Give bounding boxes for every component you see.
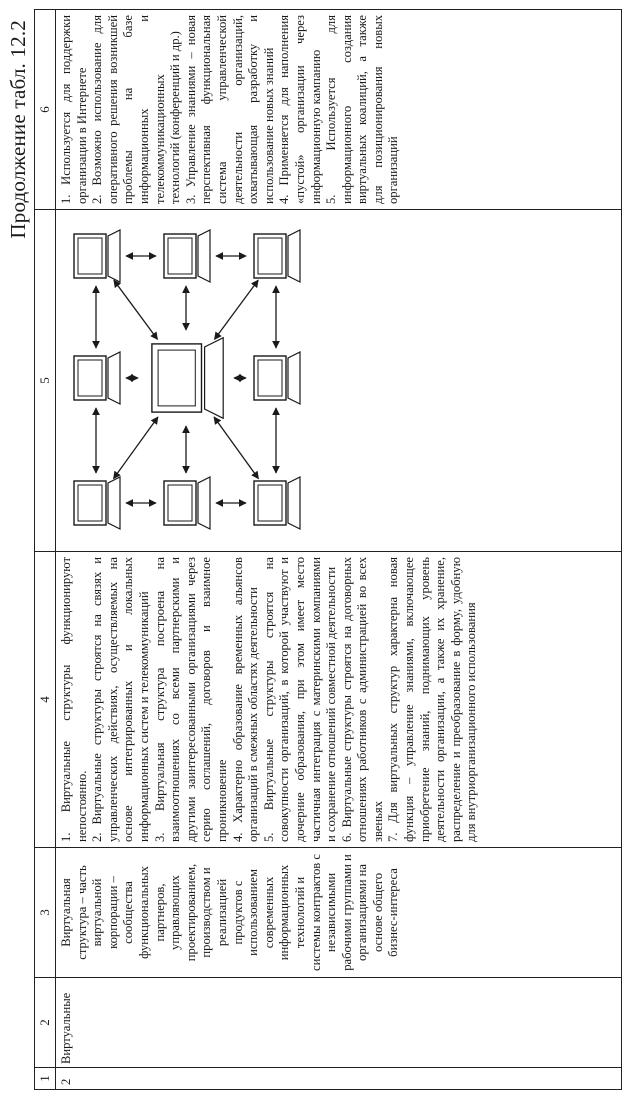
- screen-icon: [78, 361, 102, 397]
- keyboard-icon: [198, 478, 210, 530]
- keyboard-icon: [205, 338, 224, 419]
- link-arrow: [114, 281, 158, 340]
- feature-item: 1. Виртуальные структуры функционируют непостоянно.: [59, 557, 89, 842]
- link-arrow: [214, 281, 258, 340]
- keyboard-icon: [108, 353, 120, 405]
- feature-item: 6. Виртуальные структуры строятся на договорных отношениях работников с администрацией во всех звеньях: [339, 557, 385, 842]
- network-diagram: [56, 213, 316, 549]
- structure-type: Виртуальные: [59, 992, 73, 1064]
- application-item: 3. Управление знаниями – новая перспективная функциональная система управленческой деятельности организаций, охватывающая разработку и использование новых знаний: [183, 15, 276, 204]
- computer-icon: [74, 353, 120, 405]
- keyboard-icon: [288, 478, 300, 530]
- screen-icon: [78, 486, 102, 522]
- screen-icon: [158, 351, 195, 407]
- header-col-1: 1: [35, 1068, 56, 1090]
- screen-icon: [168, 239, 192, 275]
- computer-icon: [74, 478, 120, 530]
- keyboard-icon: [108, 478, 120, 530]
- link-arrow: [114, 417, 158, 479]
- screen-icon: [258, 361, 282, 397]
- applications-list: [56, 10, 404, 209]
- computer-icon: [74, 231, 120, 283]
- header-col-6: 6: [35, 10, 56, 210]
- structure-definition: Виртуальная структура – часть виртуальной корпорации – сообщества функциональных партнеров, управляющих проектированием, производством и реализацией продуктов с использованием современных информационных технологий и системы контрактов с независимыми рабочими группами и организациями на основе общего бизнес-интереса: [59, 854, 401, 971]
- keyboard-icon: [288, 353, 300, 405]
- computer-icon: [254, 231, 300, 283]
- header-col-3: 3: [35, 848, 56, 978]
- header-col-5: 5: [35, 210, 56, 552]
- keyboard-icon: [108, 231, 120, 283]
- screen-icon: [78, 239, 102, 275]
- structure-table: [34, 9, 622, 1090]
- screen-icon: [168, 486, 192, 522]
- header-col-2: 2: [35, 978, 56, 1068]
- table-row: [56, 10, 622, 1090]
- keyboard-icon: [288, 231, 300, 283]
- application-item: 2. Возможно использование для оперативного решения возникшей проблемы на базе информационных и телекоммуникационных технологий (конференций и др.): [90, 15, 183, 204]
- table-caption: Продолжение табл. 12.2: [6, 20, 30, 239]
- feature-item: 7. Для виртуальных структур характерна новая функция – управление знаниями, включающее приобретение знаний, поднимающих уровень деятельности организации, а также их хранение, распределение и преобразование в форму, удобную для внутриорганизационного использования: [386, 557, 479, 842]
- features-list: [56, 552, 482, 847]
- screen-icon: [258, 239, 282, 275]
- row-number: 2: [59, 1078, 73, 1085]
- feature-item: 5. Виртуальные структуры строятся на совокупности организаций, в которой участвуют и дочерние образования, при этом имеет место частичная интеграция с материнскими компаниями и сохранение отношений совместной деятельности: [261, 557, 339, 842]
- computer-icon: [164, 231, 210, 283]
- feature-item: 3. Виртуальная структура построена на взаимоотношениях со всеми партнерскими и другими заинтересованными организациями через серию соглашений, договоров и взаимное проникновение: [152, 557, 229, 842]
- computer-icon: [254, 353, 300, 405]
- definition-cell: [56, 848, 622, 978]
- type-cell: [56, 978, 622, 1068]
- computer-icon: [164, 478, 210, 530]
- feature-item: 2. Виртуальные структуры строятся на связях и управленческих действиях, осуществляемых на основе интегрированных и локальных информационных систем и телекоммуникаций: [90, 557, 151, 842]
- applications-cell: [56, 10, 622, 210]
- application-item: 1. Используется для поддержки организации в Интернете: [59, 15, 89, 204]
- keyboard-icon: [198, 231, 210, 283]
- header-col-4: 4: [35, 552, 56, 848]
- feature-item: 4. Характерно образование временных альянсов организаций в смежных областях деятельности: [230, 557, 261, 842]
- link-arrow: [214, 417, 258, 479]
- application-item: 5. Используется для информационного создания виртуальных коалиций, а также для позиционирования новых организаций: [324, 15, 401, 204]
- screen-icon: [258, 486, 282, 522]
- computer-icon: [254, 478, 300, 530]
- central-computer-icon: [152, 338, 223, 419]
- header-row: [35, 10, 56, 1090]
- row-number-cell: [56, 1068, 622, 1090]
- application-item: 4. Применяется для наполнения «пустой» организации через информационную кампанию: [277, 15, 323, 204]
- diagram-cell: [56, 210, 622, 552]
- features-cell: [56, 552, 622, 848]
